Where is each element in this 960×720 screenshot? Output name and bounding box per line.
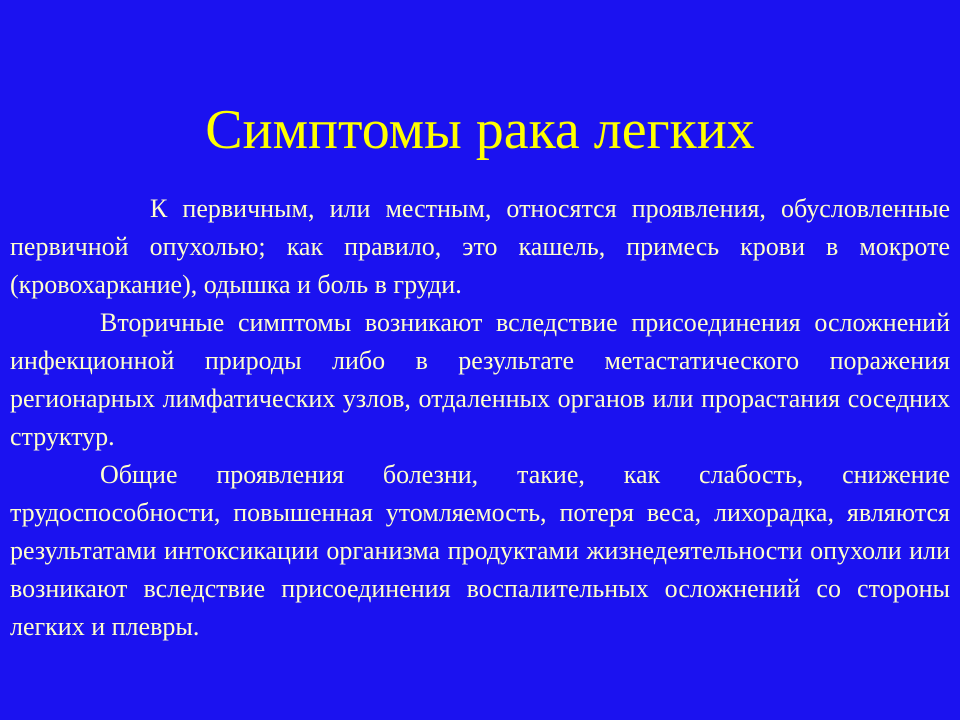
paragraph-primary-symptoms: К первичным, или местным, относятся проявления, обусловленные первичной опухолью; как правило, это кашель, примесь крови в мокроте (кровохаркание), одышка и боль в груди. [10,194,950,299]
slide-body [10,190,950,646]
slide-title: Симптомы рака легких [205,99,755,161]
paragraph-secondary-symptoms: Вторичные симптомы возникают вследствие присоединения осложнений инфекционной природы либо в результате метастатического поражения регионарных лимфатических узлов, отдаленных органов или прорастания соседних структур. [10,308,950,451]
paragraph-general-symptoms: Общие проявления болезни, такие, как слабость, снижение трудоспособности, повышенная утомляемость, потеря веса, лихорадка, являются результатами интоксикации организма продуктами жизнедеятельности опухоли или возникают вследствие присоединения воспалительных осложнений со стороны легких и плевры. [10,460,950,641]
